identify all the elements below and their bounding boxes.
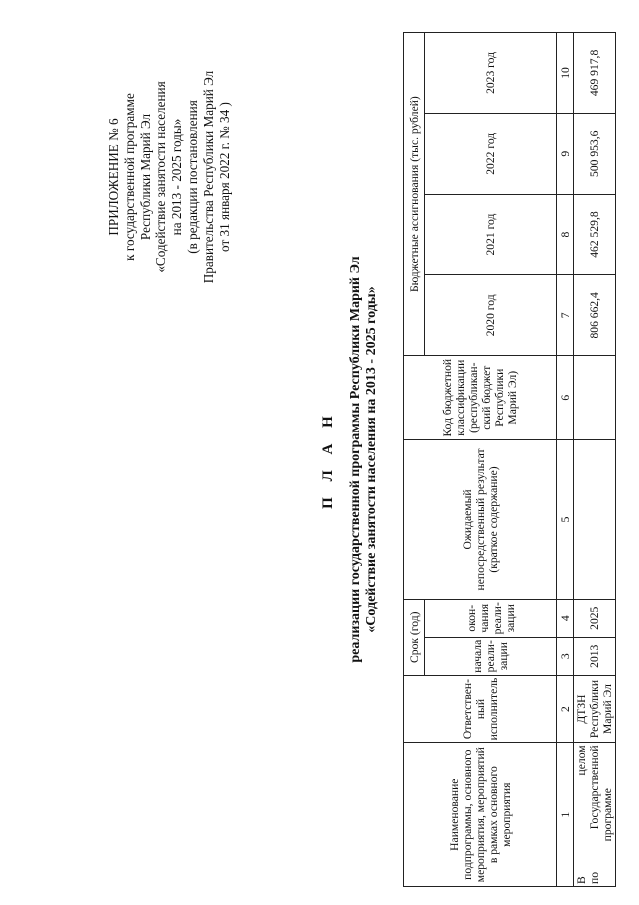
col-number: 3 bbox=[557, 637, 574, 675]
header-term-start: начала реали-зации bbox=[425, 637, 557, 675]
row-value-2023: 469 917,8 bbox=[574, 33, 616, 114]
appendix-line: от 31 января 2022 г. № 34 ) bbox=[216, 102, 232, 252]
row-executor: ДТЗН Республики Марий Эл bbox=[574, 675, 616, 743]
header-term: Срок (год) bbox=[404, 599, 425, 675]
col-number: 9 bbox=[557, 113, 574, 194]
col-number: 8 bbox=[557, 194, 574, 275]
row-end: 2025 bbox=[574, 599, 616, 637]
col-number: 6 bbox=[557, 356, 574, 440]
row-name-line: программе bbox=[601, 788, 614, 842]
row-kbk bbox=[574, 356, 616, 440]
appendix-line: ПРИЛОЖЕНИЕ № 6 bbox=[106, 118, 121, 236]
plan-subtitle-line2: «Содействие занятости населения на 2013 - 2025 годы» bbox=[364, 286, 379, 633]
header-year-2020: 2020 год bbox=[425, 275, 557, 356]
row-value-2022: 500 953,6 bbox=[574, 113, 616, 194]
row-value-2021: 462 529,8 bbox=[574, 194, 616, 275]
header-result: Ожидаемый непосредственный результат (краткое содержание) bbox=[404, 440, 557, 600]
row-name-line: В целом bbox=[575, 745, 588, 884]
plan-subtitle-line1: реализации государственной программы Республики Марий Эл bbox=[348, 256, 363, 663]
header-budget: Бюджетные ассигнования (тыс. рублей) bbox=[404, 33, 425, 356]
row-start: 2013 bbox=[574, 637, 616, 675]
appendix-line: (в редакции постановления bbox=[184, 100, 200, 254]
header-term-end: окон-чания реали-зации bbox=[425, 599, 557, 637]
col-number: 1 bbox=[557, 743, 574, 887]
col-number: 10 bbox=[557, 33, 574, 114]
header-year-2022: 2022 год bbox=[425, 113, 557, 194]
header-year-2023: 2023 год bbox=[425, 33, 557, 114]
header-name: Наименование подпрограммы, основного мероприятия, мероприятий в рамках основного мероприятия bbox=[404, 743, 557, 887]
header-year-2021: 2021 год bbox=[425, 194, 557, 275]
row-name bbox=[574, 743, 616, 887]
appendix-line: на 2013 - 2025 годы» bbox=[169, 118, 185, 236]
row-value-2020: 806 662,4 bbox=[574, 275, 616, 356]
header-kbk: Код бюджетной классификации (республикан-ский бюджет Республики Марий Эл) bbox=[404, 356, 557, 440]
appendix-line: Республики Марий Эл bbox=[137, 113, 153, 241]
col-number: 2 bbox=[557, 675, 574, 743]
appendix-line: «Содействие занятости населения bbox=[153, 81, 169, 273]
row-result bbox=[574, 440, 616, 600]
plan-title: П Л А Н bbox=[320, 410, 336, 509]
rotated-content bbox=[30, 32, 614, 887]
col-number: 7 bbox=[557, 275, 574, 356]
header-executor: Ответствен-ный исполнитель bbox=[404, 675, 557, 743]
table-row bbox=[574, 33, 616, 887]
appendix-line: к государственной программе bbox=[121, 93, 137, 261]
plan-table bbox=[403, 32, 616, 887]
col-number: 4 bbox=[557, 599, 574, 637]
appendix-block bbox=[106, 27, 232, 327]
row-name-line: по Государственной bbox=[588, 745, 601, 884]
appendix-line: Правительства Республики Марий Эл bbox=[200, 70, 216, 284]
col-number: 5 bbox=[557, 440, 574, 600]
